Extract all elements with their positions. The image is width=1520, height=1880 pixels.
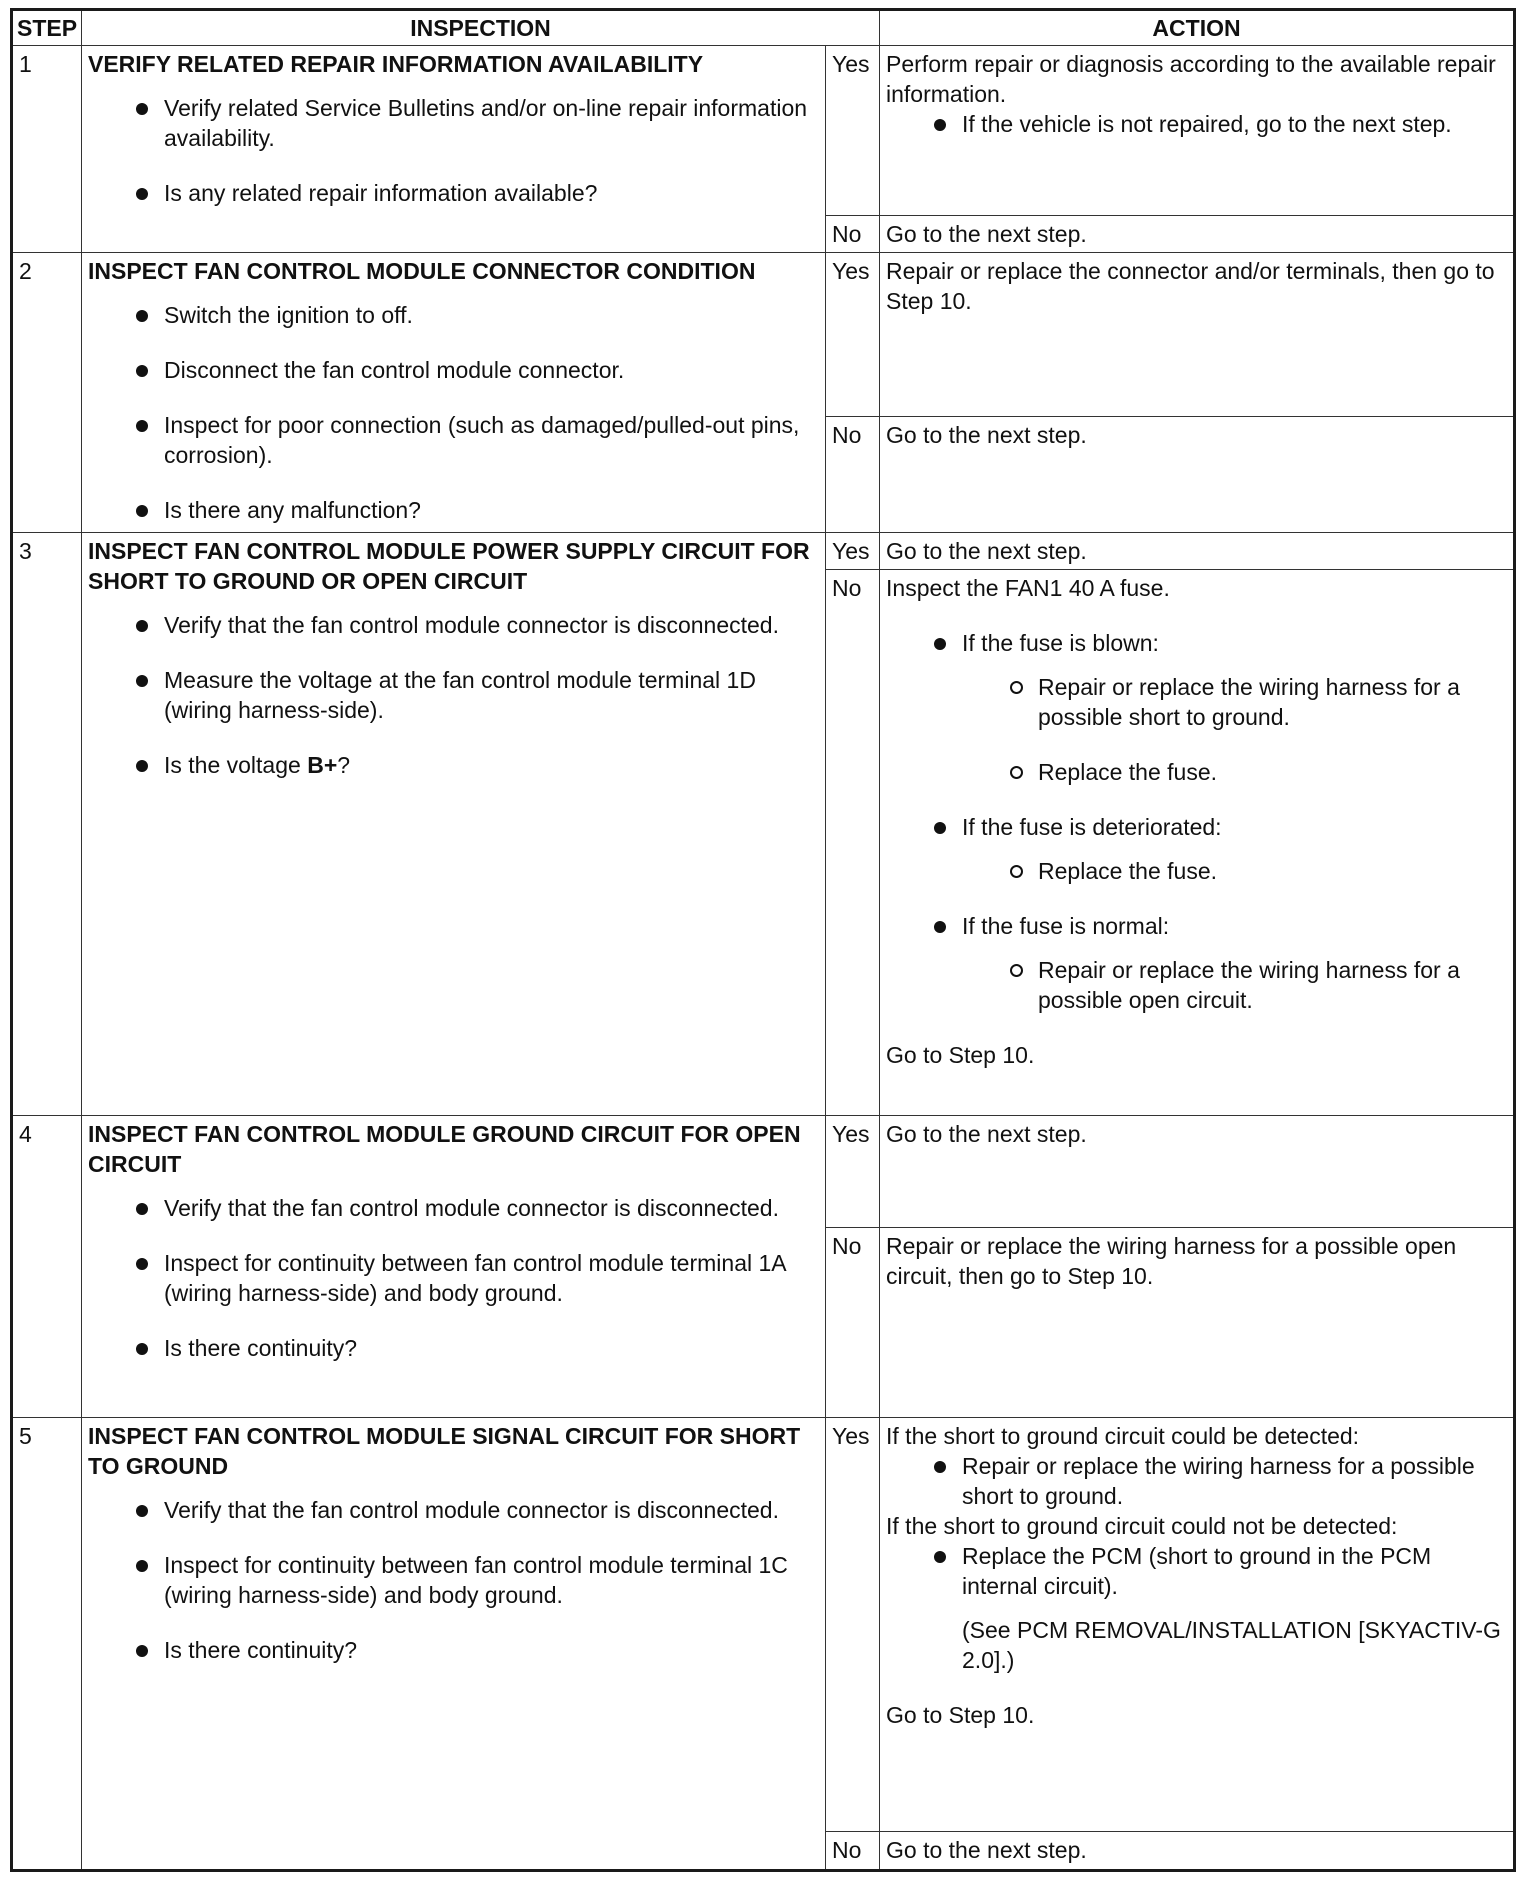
diagnostic-table: [10, 8, 1516, 1872]
action-sub-bullet: Repair or replace the wiring harness for a possible short to ground.: [962, 672, 1507, 732]
action-text: Inspect the FAN1 40 A fuse.: [886, 574, 1170, 601]
step-number: 2: [12, 253, 82, 532]
bullet-text: ?: [337, 751, 351, 778]
bullet-text: If the fuse is blown:: [962, 629, 1159, 656]
inspection-bullet: Verify that the fan control module connector is disconnected.: [88, 610, 819, 640]
step-3-row: [12, 532, 1515, 569]
step-number: 1: [12, 46, 82, 253]
action-text: Go to the next step.: [880, 532, 1515, 569]
action-text: Go to Step 10.: [886, 1041, 1035, 1068]
step-5-yes-action: [880, 1417, 1515, 1832]
bullet-text: Is the voltage: [164, 751, 308, 778]
action-bullet: [886, 812, 1507, 886]
inspection-bullet: Verify related Service Bulletins and/or on-line repair information availability.: [88, 93, 819, 153]
action-text: Repair or replace the connector and/or terminals, then go to Step 10.: [880, 253, 1515, 417]
action-text: Go to the next step.: [880, 215, 1515, 252]
inspection-bullet: Disconnect the fan control module connector.: [88, 355, 819, 385]
bullet-emphasis: B+: [307, 751, 338, 778]
action-text: If the short to ground circuit could be detected:: [886, 1422, 1360, 1449]
no-label: No: [826, 1227, 880, 1417]
step-1-row: [12, 46, 1515, 216]
action-bullet: If the vehicle is not repaired, go to the next step.: [886, 109, 1507, 139]
no-label: No: [826, 417, 880, 532]
action-text: Repair or replace the wiring harness for a possible open circuit, then go to Step 10.: [880, 1227, 1515, 1417]
inspection-bullet: Is there continuity?: [88, 1635, 819, 1665]
action-bullet: Repair or replace the wiring harness for a possible short to ground.: [886, 1451, 1507, 1511]
header-row: [12, 10, 1515, 46]
step-3-no-action: [880, 569, 1515, 1115]
reference-text: (See PCM REMOVAL/INSTALLATION [SKYACTIV-G 2.0].): [962, 1616, 1501, 1673]
step-title: INSPECT FAN CONTROL MODULE GROUND CIRCUIT FOR OPEN CIRCUIT: [88, 1121, 801, 1178]
inspection-bullet: Is any related repair information available?: [88, 178, 819, 208]
no-label: No: [826, 569, 880, 1115]
inspection-bullet: Verify that the fan control module connector is disconnected.: [88, 1495, 819, 1525]
step-title: INSPECT FAN CONTROL MODULE POWER SUPPLY CIRCUIT FOR SHORT TO GROUND OR OPEN CIRCUIT: [88, 537, 810, 594]
step-4-row: [12, 1116, 1515, 1227]
action-text: Go to the next step.: [880, 417, 1515, 532]
step-1-inspection: [82, 46, 826, 253]
inspection-bullet: Inspect for poor connection (such as damaged/pulled-out pins, corrosion).: [88, 410, 819, 470]
header-inspection: INSPECTION: [82, 10, 880, 46]
inspection-bullet: Inspect for continuity between fan control module terminal 1A (wiring harness-side) and body ground.: [88, 1248, 819, 1308]
action-text: Go to the next step.: [880, 1116, 1515, 1227]
action-text: If the short to ground circuit could not be detected:: [886, 1512, 1398, 1539]
no-label: No: [826, 215, 880, 252]
inspection-bullet: Switch the ignition to off.: [88, 300, 819, 330]
action-text: Go to Step 10.: [886, 1701, 1035, 1728]
step-title: INSPECT FAN CONTROL MODULE SIGNAL CIRCUIT FOR SHORT TO GROUND: [88, 1422, 801, 1479]
yes-label: Yes: [826, 1417, 880, 1832]
action-sub-bullet: Replace the fuse.: [962, 757, 1507, 787]
inspection-bullet: Verify that the fan control module connector is disconnected.: [88, 1193, 819, 1223]
step-3-inspection: [82, 532, 826, 1116]
step-4-inspection: [82, 1116, 826, 1417]
step-title: VERIFY RELATED REPAIR INFORMATION AVAILABILITY: [88, 51, 704, 77]
no-label: No: [826, 1832, 880, 1871]
yes-label: Yes: [826, 1116, 880, 1227]
step-number: 3: [12, 532, 82, 1116]
action-bullet: [886, 911, 1507, 1015]
step-2-row: [12, 253, 1515, 417]
yes-label: Yes: [826, 532, 880, 569]
inspection-bullet: Is there any malfunction?: [88, 495, 819, 525]
header-step: STEP: [12, 10, 82, 46]
step-5-row: [12, 1417, 1515, 1832]
action-sub-bullet: Repair or replace the wiring harness for a possible open circuit.: [962, 955, 1507, 1015]
step-5-inspection: [82, 1417, 826, 1870]
inspection-bullet: Measure the voltage at the fan control module terminal 1D (wiring harness-side).: [88, 665, 819, 725]
bullet-text: If the fuse is deteriorated:: [962, 813, 1222, 840]
step-number: 5: [12, 1417, 82, 1870]
inspection-bullet: Is there continuity?: [88, 1333, 819, 1363]
step-number: 4: [12, 1116, 82, 1417]
inspection-bullet: Inspect for continuity between fan control module terminal 1C (wiring harness-side) and body ground.: [88, 1550, 819, 1610]
action-bullet: Replace the PCM (short to ground in the PCM internal circuit).: [886, 1541, 1507, 1601]
step-title: INSPECT FAN CONTROL MODULE CONNECTOR CONDITION: [88, 258, 756, 285]
header-action: ACTION: [880, 10, 1515, 46]
inspection-bullet: [88, 750, 819, 780]
step-2-inspection: [82, 253, 826, 532]
yes-label: Yes: [826, 253, 880, 417]
bullet-text: If the fuse is normal:: [962, 912, 1170, 939]
action-sub-bullet: Replace the fuse.: [962, 856, 1507, 886]
step-1-yes-action: [880, 46, 1515, 216]
action-bullet: [886, 628, 1507, 787]
yes-label: Yes: [826, 46, 880, 216]
action-text: Go to the next step.: [880, 1832, 1515, 1871]
action-text: Perform repair or diagnosis according to the available repair information.: [886, 51, 1496, 107]
